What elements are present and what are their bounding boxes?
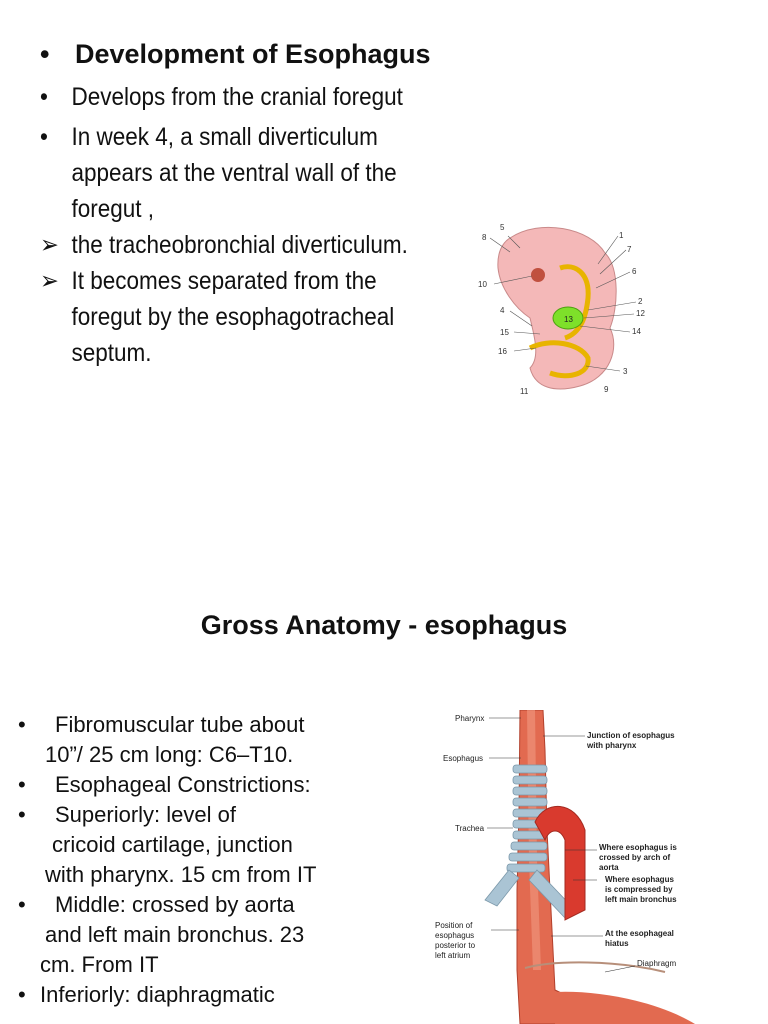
bullet-item: • Inferiorly: diaphragmatic <box>18 982 275 1007</box>
label-9: 9 <box>604 385 609 394</box>
label-12: 12 <box>636 309 645 318</box>
bullet-continuation: cricoid cartilage, junction <box>52 832 293 857</box>
label-16: 16 <box>498 347 507 356</box>
label-hiatus-2: hiatus <box>605 939 629 948</box>
label-bronchus-2: is compressed by <box>605 885 673 894</box>
label-aorta-2: crossed by arch of <box>599 853 671 862</box>
label-2: 2 <box>638 297 643 306</box>
bullet-item: • Fibromuscular tube about <box>18 712 305 737</box>
label-10: 10 <box>478 280 487 289</box>
bullet-continuation: 10”/ 25 cm long: C6–T10. <box>45 742 294 767</box>
label-esophagus: Esophagus <box>443 754 484 763</box>
label-position-1: Position of <box>435 921 473 930</box>
bullet-continuation: with pharynx. 15 cm from IT <box>45 862 317 887</box>
label-14: 14 <box>632 327 641 336</box>
development-bullet-list <box>40 34 431 371</box>
label-4: 4 <box>500 306 505 315</box>
label-3: 3 <box>623 367 628 376</box>
label-1: 1 <box>619 231 624 240</box>
label-position-4: left atrium <box>435 951 471 960</box>
bullet-item: • Middle: crossed by aorta <box>18 892 295 917</box>
embryo-diagram <box>470 218 660 398</box>
label-13: 13 <box>564 315 573 324</box>
esophagus-diagram <box>425 710 697 1024</box>
bullet-item: • Esophageal Constrictions: <box>18 772 311 797</box>
bullet-item: • Superiorly: level of <box>18 802 236 827</box>
label-trachea: Trachea <box>455 824 485 833</box>
bullet-item: • In week 4, a small diverticulum appears at the ventral wall of the foregut , <box>40 123 397 223</box>
development-heading: • Development of Esophagus <box>40 39 431 69</box>
gross-anatomy-title: Gross Anatomy - esophagus <box>200 610 568 640</box>
bullet-item: ➢ the tracheobronchial diverticulum. <box>40 231 408 259</box>
label-11: 11 <box>520 387 529 396</box>
label-position-2: esophagus <box>435 931 475 940</box>
label-diaphragm: Diaphragm <box>637 959 677 968</box>
slide-gross-anatomy <box>0 560 768 1024</box>
bullet-continuation: cm. From IT <box>40 952 159 977</box>
label-aorta-1: Where esophagus is <box>599 843 677 852</box>
label-aorta-3: aorta <box>599 863 619 872</box>
label-5: 5 <box>500 223 505 232</box>
label-hiatus-1: At the esophageal <box>605 929 674 938</box>
bullet-continuation: and left main bronchus. 23 <box>45 922 305 947</box>
label-pharynx: Pharynx <box>455 714 485 723</box>
label-8: 8 <box>482 233 487 242</box>
anatomy-bullet-list <box>18 710 408 1010</box>
label-7: 7 <box>627 245 632 254</box>
label-bronchus-1: Where esophagus <box>605 875 674 884</box>
label-junction-1: Junction of esophagus <box>587 731 675 740</box>
bullet-item: • Develops from the cranial foregut <box>40 83 403 111</box>
label-junction-2: with pharynx <box>587 741 637 750</box>
label-bronchus-3: left main bronchus <box>605 895 677 904</box>
label-15: 15 <box>500 328 509 337</box>
label-position-3: posterior to <box>435 941 476 950</box>
label-6: 6 <box>632 267 637 276</box>
bullet-item: ➢ It becomes separated from the foregut by the esophagotracheal septum. <box>40 267 395 367</box>
